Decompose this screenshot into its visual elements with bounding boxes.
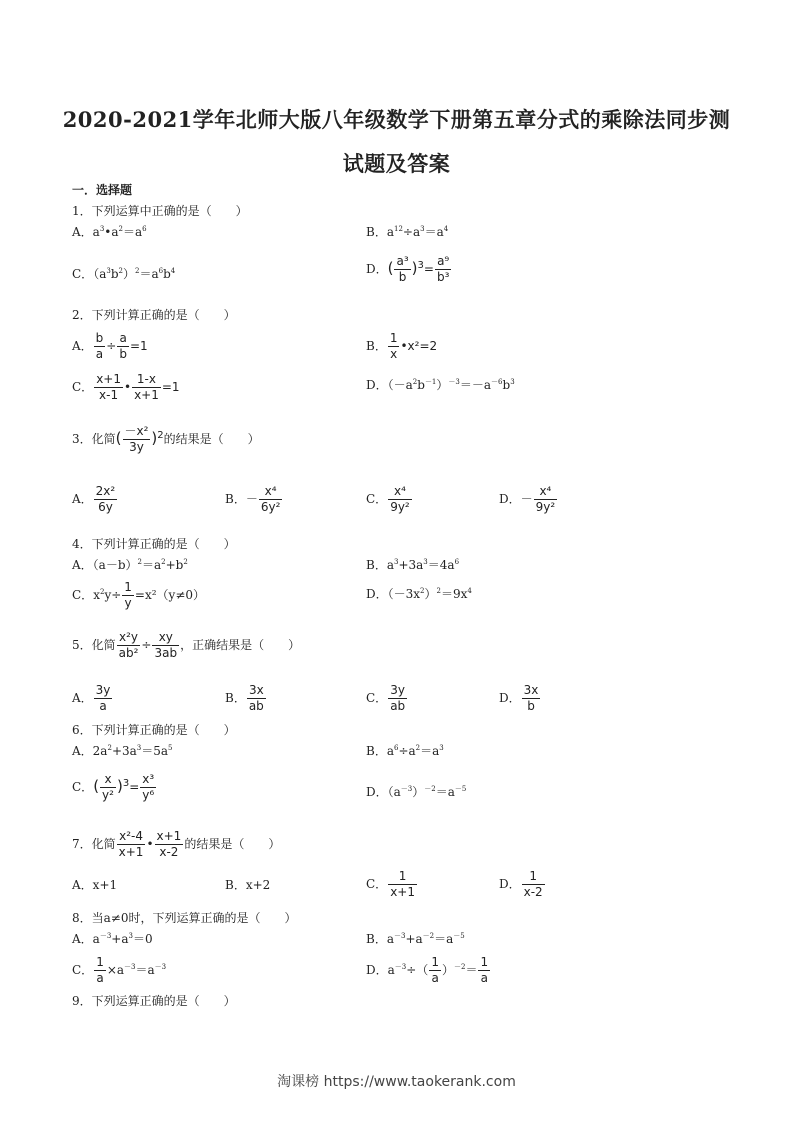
fraction: $\frac{3x}{b}$: [523, 683, 539, 713]
document-title-line2: 试题及答案: [342, 151, 451, 176]
q6-option-c: C．( $\frac{x}{\text{y²}}$ )$^3$= $\frac{\text{x³}}{\text{y⁶}}$: [72, 772, 155, 802]
fraction: $\frac{\text{x³}}{\text{y⁶}}$: [142, 772, 155, 802]
q6-option-d: D．$(a^{-3})^{-2}=a^{-5}$: [366, 785, 467, 799]
fraction: $\frac{\text{a⁹}}{\text{b³}}$: [436, 254, 450, 284]
q4-option-d: D．$(-3x^2)^2=9x^4$: [366, 587, 472, 601]
q8-option-a: A．$a^{-3}+a^3=0$: [72, 932, 153, 946]
fraction: $\frac{3x}{ab}$: [248, 683, 264, 713]
q6-stem: 6．下列计算正确的是（ ）: [72, 723, 236, 737]
q3-option-b: B．－ $\frac{\text{x⁴}}{\text{6y²}}$: [225, 484, 281, 514]
q3-stem: 3．化简( $\frac{\text{－x²}}{3y}$ )$^2$的结果是（ ）: [72, 424, 260, 454]
q3-option-c: C． $\frac{\text{x⁴}}{\text{9y²}}$: [366, 484, 410, 514]
fraction: $\frac{\text{x⁴}}{\text{9y²}}$: [535, 484, 556, 514]
q1-option-d: D．( $\frac{\text{a³}}{b}$ )$^3$= $\frac{\text{a⁹}}{\text{b³}}$: [366, 254, 450, 284]
q1-option-c: C．$(a^3b^2)^2=a^6b^4$: [72, 267, 176, 281]
fraction: $\frac{\text{x²-4}}{x+1}$: [118, 829, 144, 859]
fraction: $\frac{\text{x²y}}{\text{ab²}}$: [118, 630, 139, 660]
footer-watermark: 淘课榜 https://www.taokerank.com: [277, 1074, 516, 1090]
fraction: $\frac{\text{x⁴}}{\text{9y²}}$: [390, 484, 410, 514]
fraction: $\frac{\text{2x²}}{6y}$: [95, 484, 116, 514]
q4-option-a: A．$(a-b)^2=a^2+b^2$: [72, 558, 188, 572]
q5-option-b: B． $\frac{3x}{ab}$: [225, 683, 264, 713]
fraction: $\frac{1}{a}$: [431, 955, 439, 985]
q4-option-b: B．$a^3+3a^3=4a^6$: [366, 558, 460, 572]
q2-option-d: D．$(-a^2b^{-1})^{-3}=-a^{-6}b^3$: [366, 378, 515, 392]
fraction: $\frac{xy}{3ab}$: [154, 630, 178, 660]
fraction: $\frac{1}{a}$: [96, 955, 104, 985]
q8-option-c: C． $\frac{1}{a}$ $\times a^{-3}=a^{-3}$: [72, 955, 167, 985]
q3-option-d: D．－ $\frac{\text{x⁴}}{\text{9y²}}$: [499, 484, 556, 514]
fraction: $\frac{b}{a}$: [95, 331, 104, 361]
fraction: $\frac{\text{－x²}}{3y}$: [124, 424, 149, 454]
fraction: $\frac{x+1}{x-2}$: [156, 829, 182, 859]
fraction: $\frac{1}{x}$: [389, 331, 398, 361]
q5-option-d: D． $\frac{3x}{b}$: [499, 683, 539, 713]
fraction: $\frac{1}{a}$: [480, 955, 489, 985]
fraction: $\frac{3y}{a}$: [95, 683, 111, 713]
q4-option-c: C．$x^2y\div$ $\frac{1}{y}$ =x²（y≠0）: [72, 580, 206, 610]
q8-option-b: B．$a^{-3}+a^{-2}=a^{-5}$: [366, 932, 465, 946]
q6-option-a: A．$2a^2+3a^3=5a^5$: [72, 744, 173, 758]
document-title-line1: 2020-2021学年北师大版八年级数学下册第五章分式的乘除法同步测: [62, 107, 731, 132]
q1-stem: 1．下列运算中正确的是（ ）: [72, 204, 248, 218]
section-heading: 一．选择题: [72, 183, 133, 197]
q3-option-a: A． $\frac{\text{2x²}}{6y}$: [72, 484, 116, 514]
fraction: $\frac{1}{y}$: [124, 580, 132, 610]
fraction: $\frac{3y}{ab}$: [390, 683, 406, 713]
fraction: $\frac{x+1}{x-1}$: [96, 372, 121, 402]
fraction: $\frac{1}{x-2}$: [523, 869, 543, 899]
q2-option-b: B． $\frac{1}{x}$ •x²=2: [366, 331, 438, 361]
q5-option-a: A． $\frac{3y}{a}$: [72, 683, 111, 713]
fraction: $\frac{1}{x+1}$: [390, 869, 415, 899]
q7-option-d: D． $\frac{1}{x-2}$: [499, 869, 543, 899]
q9-stem: 9．下列运算正确的是（ ）: [72, 994, 236, 1008]
q7-option-a: A．x+1: [72, 878, 118, 892]
q8-option-d: D．$a^{-3}\div$（ $\frac{1}{a}$ ）$^{-2}$＝ $\frac{1}{a}$: [366, 955, 489, 985]
q8-stem: 8．当a≠0时，下列运算正确的是（ ）: [72, 911, 297, 925]
q2-option-c: C． $\frac{x+1}{x-1}$ • $\frac{1-x}{x+1}$ =1: [72, 372, 180, 402]
q7-stem: 7．化简 $\frac{\text{x²-4}}{x+1}$ • $\frac{x+1}{x-2}$ 的结果是（ ）: [72, 829, 281, 859]
q6-option-b: B．$a^6\div a^2=a^3$: [366, 744, 444, 758]
q2-option-a: A． $\frac{b}{a}$ ÷ $\frac{a}{b}$ =1: [72, 331, 148, 361]
q2-stem: 2．下列计算正确的是（ ）: [72, 308, 236, 322]
fraction: $\frac{\text{a³}}{b}$: [396, 254, 409, 284]
q1-option-a: A．$a^3•a^2=a^6$: [72, 225, 147, 239]
q4-stem: 4．下列计算正确的是（ ）: [72, 537, 236, 551]
fraction: $\frac{x}{\text{y²}}$: [102, 772, 114, 802]
q5-option-c: C． $\frac{3y}{ab}$: [366, 683, 406, 713]
q7-option-b: B．x+2: [225, 878, 271, 892]
fraction: $\frac{1-x}{x+1}$: [134, 372, 159, 402]
q1-option-b: B．$a^{12}\div a^3=a^4$: [366, 225, 449, 239]
fraction: $\frac{a}{b}$: [119, 331, 127, 361]
fraction: $\frac{\text{x⁴}}{\text{6y²}}$: [260, 484, 281, 514]
q7-option-c: C． $\frac{1}{x+1}$: [366, 869, 415, 899]
q5-stem: 5．化简 $\frac{\text{x²y}}{\text{ab²}}$ ÷ $\frac{xy}{3ab}$ ，正确结果是（ ）: [72, 630, 301, 660]
